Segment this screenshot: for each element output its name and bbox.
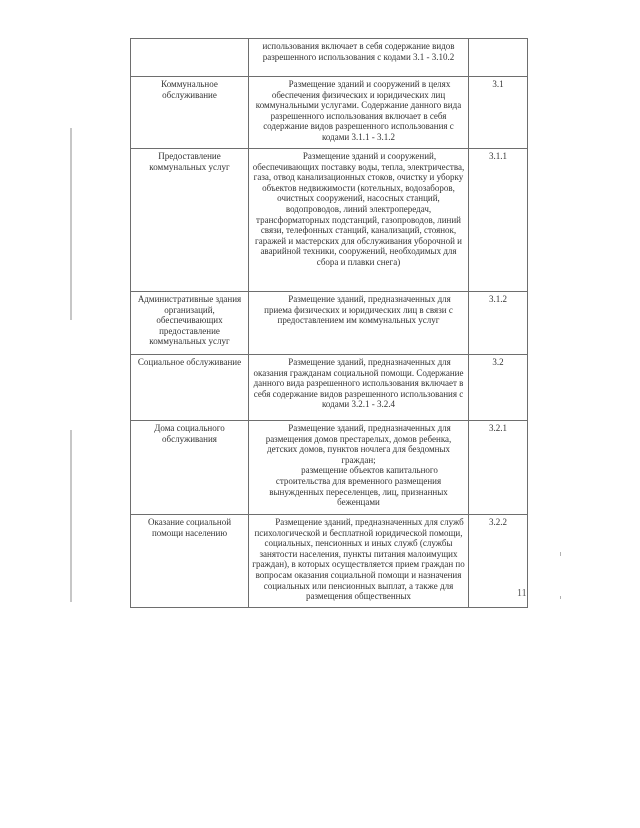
row-name bbox=[131, 39, 249, 77]
row-code bbox=[469, 39, 528, 77]
description-paragraph: Размещение зданий и сооружений, обеспечивающих поставку воды, тепла, электричества, газа, отвод канализационных стоков, очистку и уборку объектов недвижимости (котельных, водозаборов, очистных сооружений, насосных станций, водопроводов, линий электропередач, трансформаторных подстанций, газопроводов, линий связи, телефонных станций, канализаций, стоянок, гаражей и мастерских для обслуживания уборочной и аварийной техники, сооружений, необходимых для сбора и плавки снега) bbox=[252, 151, 465, 267]
description-paragraph: Размещение зданий, предназначенных для оказания гражданам социальной помощи. Содержание данного вида разрешенного использования включает в себя содержание видов разрешенного использования с кодами 3.2.1 - 3.2.4 bbox=[253, 357, 464, 410]
page-number: 11 bbox=[517, 588, 527, 599]
scan-edge-line bbox=[70, 128, 72, 320]
table-row bbox=[131, 77, 528, 149]
row-description bbox=[249, 355, 469, 421]
description-paragraph: Размещение зданий, предназначенных для служб психологической и бесплатной юридической помощи, социальных, пенсионных и иных служб (службы занятости населения, пункты питания малоимущих граждан), в которых осуществляется прием граждан по вопросам оказания социальной помощи и назначения социальных или пенсионных выплат, а также для размещения общественных bbox=[252, 517, 465, 602]
description-paragraph: использования включает в себя содержание видов разрешенного использования с кодами 3.1 - 3.10.2 bbox=[262, 41, 455, 62]
row-description bbox=[249, 515, 469, 608]
description-paragraph: Размещение зданий, предназначенных для приема физических и юридических лиц в связи с предоставлением им коммунальных услуг bbox=[264, 294, 453, 326]
scan-speck bbox=[560, 596, 561, 599]
row-name: Коммунальное обслуживание bbox=[131, 77, 249, 149]
table-row bbox=[131, 149, 528, 292]
table-row bbox=[131, 39, 528, 77]
row-name: Оказание социальной помощи населению bbox=[131, 515, 249, 608]
table-row bbox=[131, 421, 528, 515]
row-description bbox=[249, 77, 469, 149]
row-code: 3.2.2 bbox=[469, 515, 528, 608]
description-paragraph: Размещение зданий и сооружений в целях обеспечения физических и юридических лиц коммунальными услугами. Содержание данного вида разрешенного использования включает в себя содержание видов разрешенного использования с кодами 3.1.1 - 3.1.2 bbox=[255, 79, 462, 142]
land-use-table bbox=[130, 38, 528, 608]
row-description bbox=[249, 421, 469, 515]
row-description bbox=[249, 149, 469, 292]
row-code: 3.1.1 bbox=[469, 149, 528, 292]
row-description bbox=[249, 292, 469, 355]
table-row bbox=[131, 355, 528, 421]
row-code: 3.2 bbox=[469, 355, 528, 421]
scan-speck bbox=[560, 552, 561, 556]
row-code: 3.1 bbox=[469, 77, 528, 149]
description-paragraph: Размещение зданий, предназначенных для размещения домов престарелых, домов ребенка, детских домов, пунктов ночлега для бездомных граждан; bbox=[265, 423, 452, 465]
scan-edge-line bbox=[70, 430, 72, 602]
row-code: 3.2.1 bbox=[469, 421, 528, 515]
table-row bbox=[131, 515, 528, 608]
row-description bbox=[249, 39, 469, 77]
row-name: Дома социального обслуживания bbox=[131, 421, 249, 515]
description-paragraph: размещение объектов капитального строительства для временного размещения вынужденных переселенцев, лиц, признанных беженцами bbox=[269, 465, 448, 508]
row-name: Предоставление коммунальных услуг bbox=[131, 149, 249, 292]
row-name: Социальное обслуживание bbox=[131, 355, 249, 421]
table-row bbox=[131, 292, 528, 355]
row-code: 3.1.2 bbox=[469, 292, 528, 355]
row-name: Административные здания организаций, обеспечивающих предоставление коммунальных услуг bbox=[131, 292, 249, 355]
